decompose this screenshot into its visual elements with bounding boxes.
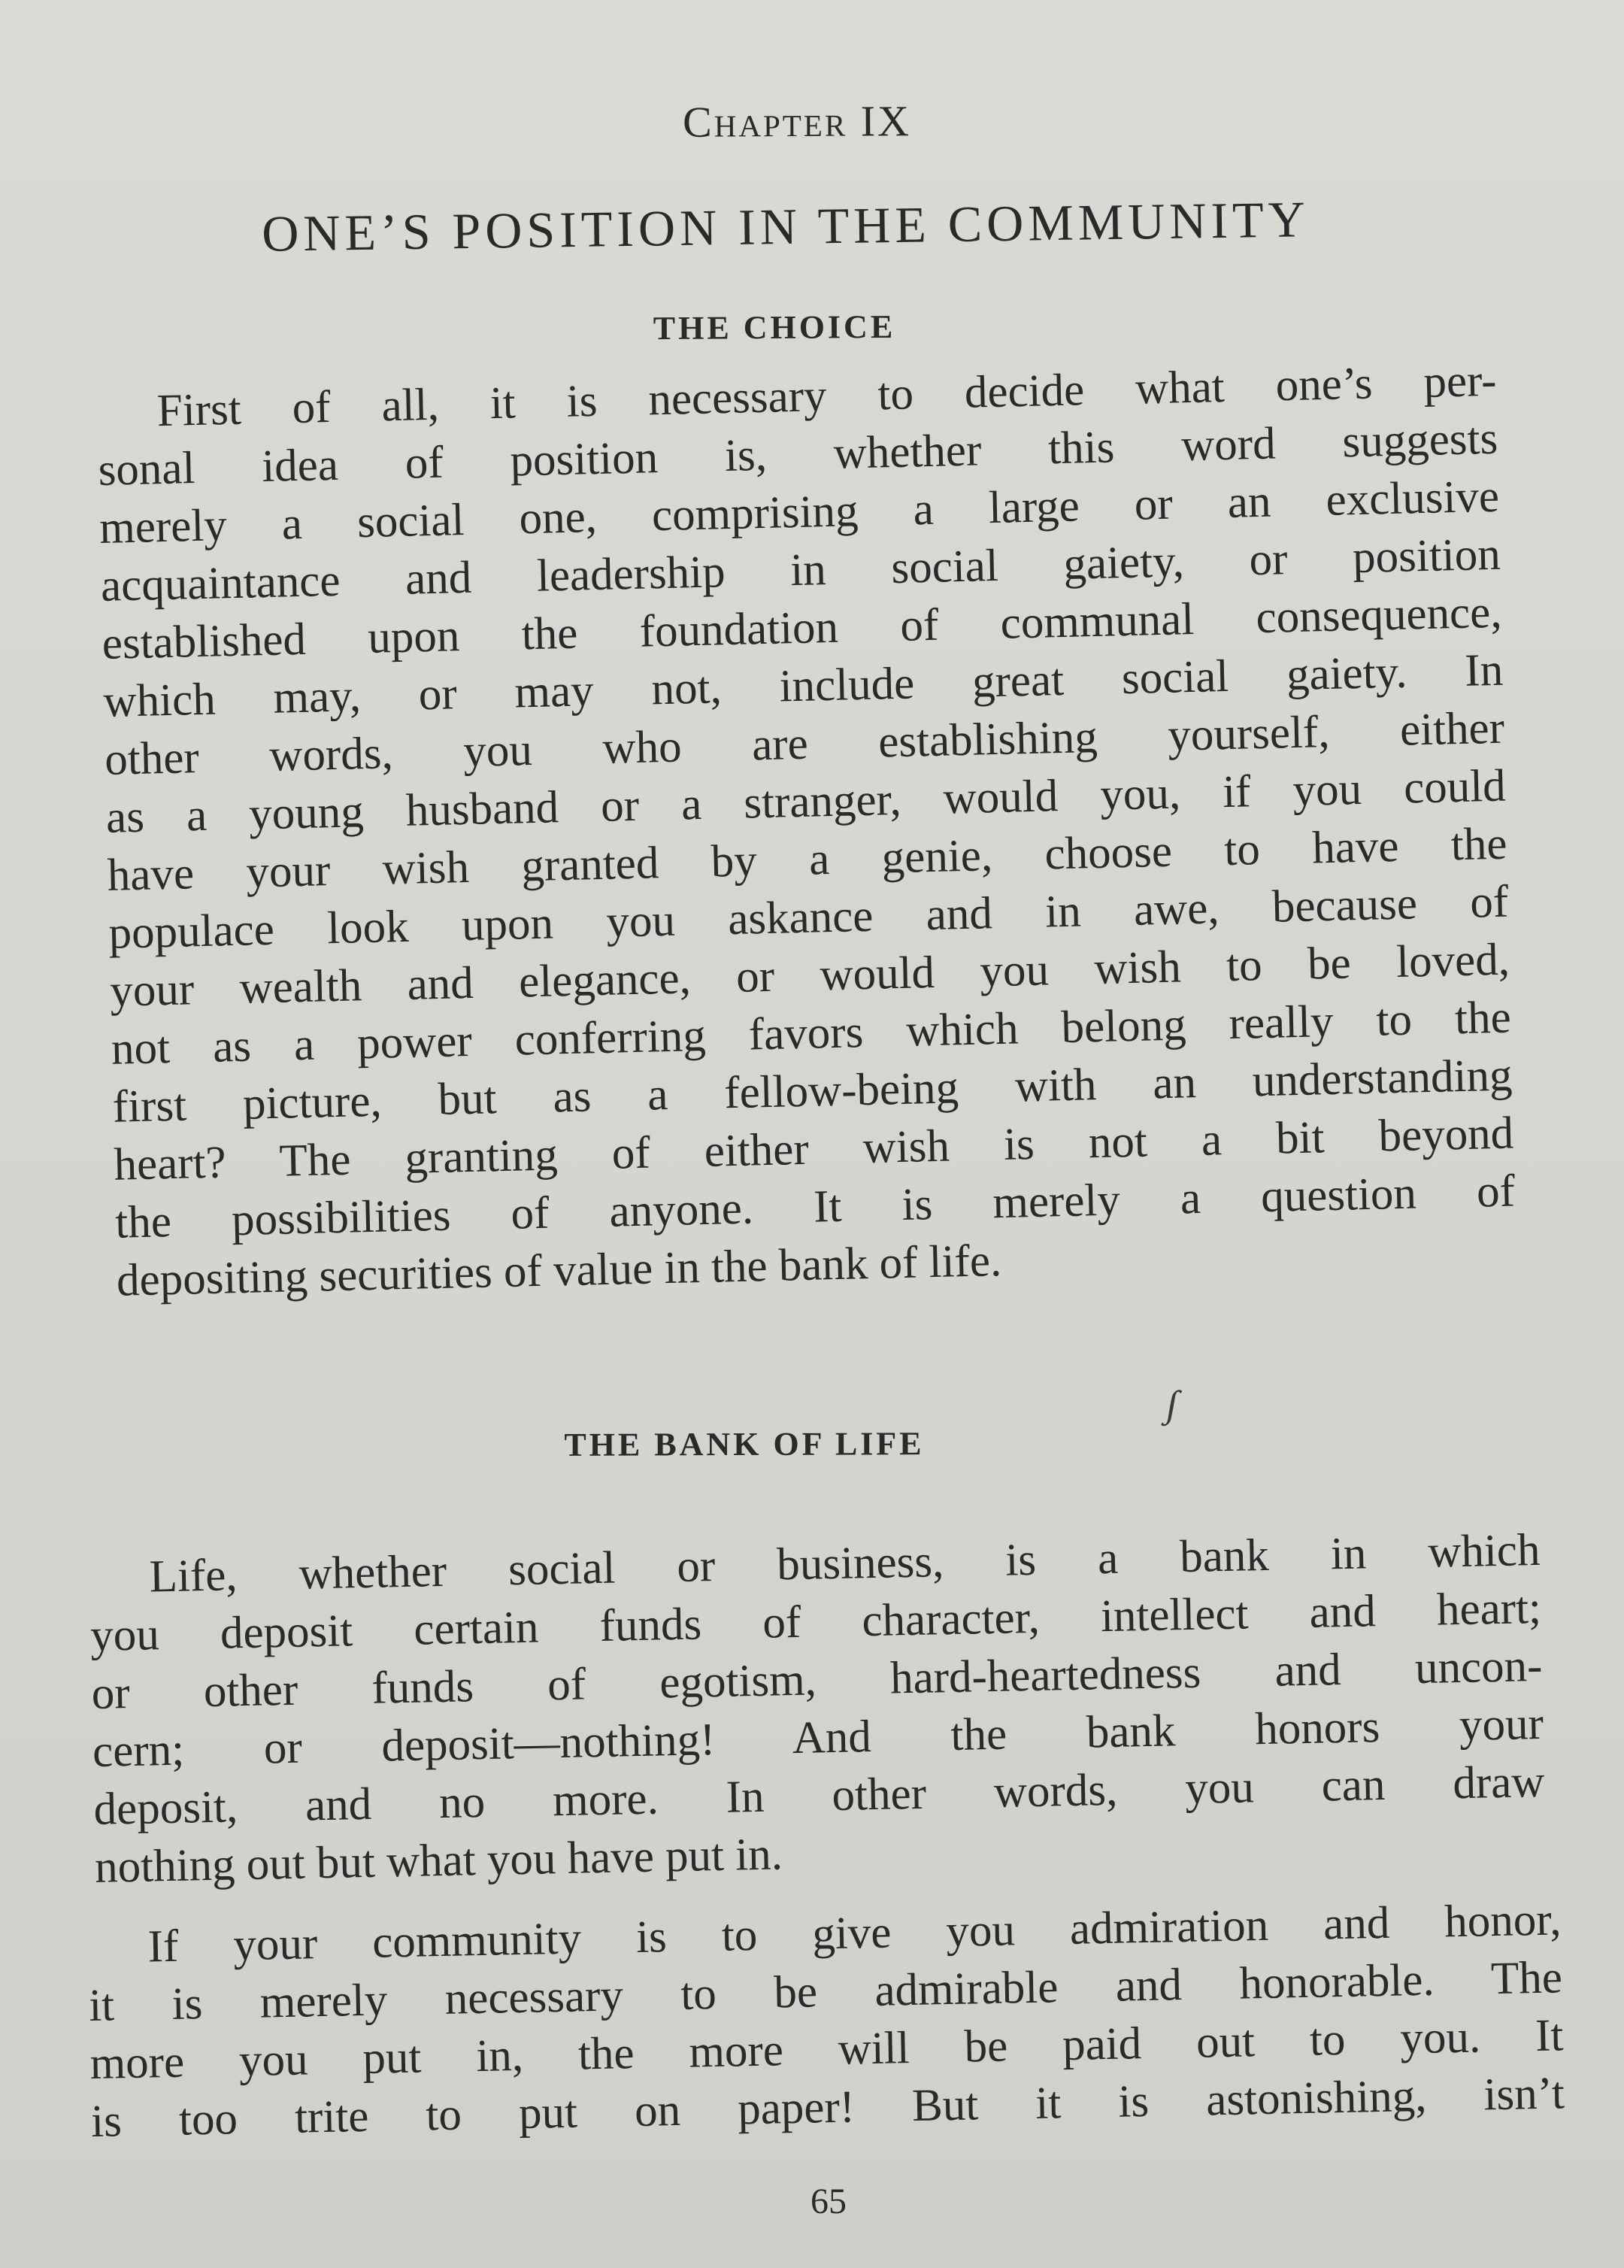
text-line: populace look upon you askance and in awe, because of <box>108 876 1509 959</box>
text-line: your wealth and elegance, or would you wish to be loved, <box>109 934 1510 1017</box>
text-line: or other funds of egotism, hard-heartedness and uncon- <box>91 1640 1543 1719</box>
chapter-label: Chapter IX <box>682 96 912 147</box>
text-line: more you put in, the more will be paid out to you. It <box>89 2010 1564 2089</box>
text-line: cern; or deposit—nothing! And the bank honors your <box>92 1698 1544 1777</box>
text-line: as a young husband or a stranger, would you, if you could <box>105 760 1507 843</box>
text-line: the possibilities of anyone. It is merely a question of <box>114 1166 1516 1248</box>
text-line: depositing securities of value in the bank of life. <box>116 1235 1002 1306</box>
text-line: nothing out but what you have put in. <box>94 1829 783 1893</box>
paragraph-bank-of-life-2 <box>87 1891 1565 2151</box>
text-line: you deposit certain funds of character, intellect and heart; <box>89 1582 1542 1661</box>
text-line: it is merely necessary to be admirable and honorable. The <box>88 1952 1563 2031</box>
text-line: If your community is to give you admiration and honor, <box>147 1894 1562 1972</box>
text-line: have your wish granted by a genie, choose to have the <box>107 818 1508 901</box>
text-line: merely a social one, comprising a large or an exclusive <box>98 471 1500 553</box>
text-line: Life, whether social or business, is a bank in which <box>149 1524 1541 1602</box>
text-line: First of all, it is necessary to decide what one’s per- <box>156 355 1498 437</box>
text-line: established upon the foundation of communal consequence, <box>102 587 1503 669</box>
paragraph-the-choice <box>96 352 1516 1310</box>
text-line: acquaintance and leadership in social gaiety, or position <box>100 529 1501 611</box>
pencil-margin-mark: ∫ <box>1163 1382 1182 1427</box>
section-heading-the-choice: THE CHOICE <box>653 308 896 347</box>
text-line: deposit, and no more. In other words, you can draw <box>93 1756 1545 1835</box>
text-line: which may, or may not, include great social gaiety. In <box>102 644 1504 727</box>
page-number: 65 <box>810 2182 847 2221</box>
text-line: sonal idea of position is, whether this word suggests <box>97 413 1498 496</box>
text-line: first picture, but as a fellow-being with an understanding <box>112 1050 1513 1132</box>
text-line: is too trite to put on paper! But it is astonishing, isn’t <box>90 2068 1565 2147</box>
text-line: heart? The granting of either wish is not a bit beyond <box>113 1108 1514 1190</box>
chapter-title: ONE’S POSITION IN THE COMMUNITY <box>261 190 1310 262</box>
text-line: not as a power conferring favors which belong really to the <box>111 992 1512 1075</box>
paragraph-bank-of-life-1 <box>89 1521 1547 1897</box>
text-line: other words, you who are establishing yourself, either <box>104 702 1505 785</box>
section-heading-bank-of-life: THE BANK OF LIFE <box>564 1425 925 1463</box>
